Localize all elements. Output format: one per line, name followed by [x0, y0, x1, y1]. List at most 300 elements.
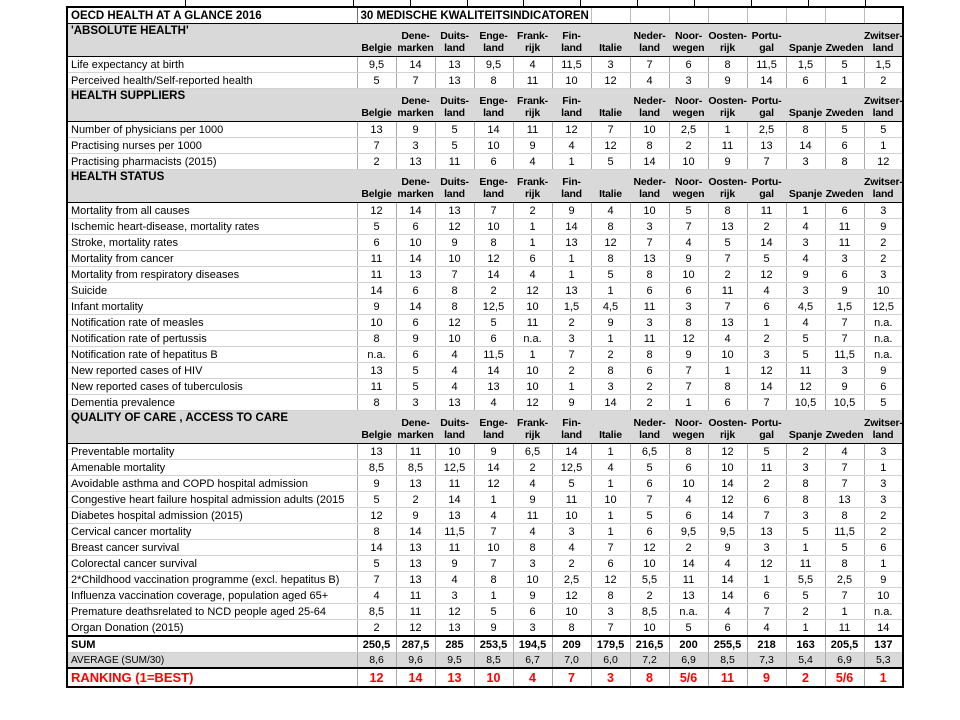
rank-value: 13 [435, 203, 474, 219]
rank-value: 7 [825, 315, 864, 331]
section-header-row [67, 24, 903, 57]
country-name-top: Enge- [479, 30, 508, 42]
country-name-top: Zwitser- [864, 30, 903, 42]
rank-value: 13 [630, 251, 669, 267]
country-name-top: Portu- [751, 176, 782, 188]
rank-value: 2,5 [825, 572, 864, 588]
rank-value: 4 [513, 524, 552, 540]
country-name-bottom: land [483, 188, 504, 200]
rank-value: 6,5 [630, 444, 669, 460]
country-name-top: Oosten- [708, 95, 747, 107]
country-name-bottom: rijk [720, 107, 735, 119]
rank-value: 7 [825, 588, 864, 604]
rank-value: n.a. [864, 331, 903, 347]
average-value: 6,9 [825, 653, 864, 669]
rank-value: 6 [630, 524, 669, 540]
rank-value: 9 [669, 251, 708, 267]
country-name-top: Dene- [401, 95, 430, 107]
rank-value: 3 [669, 299, 708, 315]
rank-value: 7 [474, 556, 513, 572]
country-name-bottom: Spanje [788, 188, 823, 200]
rank-value: 10,5 [825, 395, 864, 411]
indicator-label: 2*Childhood vaccination programme (excl. hepatitus B) [67, 572, 357, 588]
rank-value: 11,5 [552, 57, 591, 73]
country-header [825, 411, 864, 444]
rank-value: 11 [435, 540, 474, 556]
rank-value: 10 [474, 138, 513, 154]
rank-value: 2 [864, 524, 903, 540]
rank-value: 12,5 [864, 299, 903, 315]
ranking-label: RANKING (1=BEST) [67, 668, 357, 687]
country-name-bottom: Spanje [788, 107, 823, 119]
rank-value: 12 [513, 283, 552, 299]
rank-value: 9 [669, 347, 708, 363]
rank-value: 6 [669, 508, 708, 524]
rank-value: 11 [513, 122, 552, 138]
rank-value: 3 [786, 460, 825, 476]
rank-value: 7 [708, 251, 747, 267]
ranking-value: 5/6 [669, 668, 708, 687]
country-header [630, 411, 669, 444]
country-name-top [591, 176, 630, 188]
indicator-label: Notification rate of pertussis [67, 331, 357, 347]
country-name-top: Neder- [633, 417, 666, 429]
indicator-label: Colorectal cancer survival [67, 556, 357, 572]
rank-value: 1 [552, 267, 591, 283]
title-row [67, 7, 903, 24]
section-title: HEALTH SUPPLIERS [67, 89, 357, 122]
rank-value: 6 [396, 347, 435, 363]
ranking-row [67, 668, 903, 687]
indicator-label: Number of physicians per 1000 [67, 122, 357, 138]
rank-value: 14 [630, 154, 669, 170]
rank-value: n.a. [864, 604, 903, 620]
average-value: 6,0 [591, 653, 630, 669]
rank-value: 9,5 [708, 524, 747, 540]
rank-value: 10,5 [786, 395, 825, 411]
rank-value: 12,5 [474, 299, 513, 315]
rank-value: 14 [474, 460, 513, 476]
country-name-bottom: Zweden [825, 429, 864, 441]
country-header [552, 170, 591, 203]
rank-value: 3 [786, 508, 825, 524]
country-name-top: Dene- [401, 417, 430, 429]
rank-value: 11 [552, 492, 591, 508]
rank-value: 7 [825, 460, 864, 476]
country-name-bottom: marken [397, 107, 434, 119]
indicator-row [67, 379, 903, 395]
rank-value: 4 [435, 347, 474, 363]
country-name-top: Oosten- [708, 417, 747, 429]
country-name-top [591, 95, 630, 107]
rank-value: 6 [786, 73, 825, 89]
rank-value: 4 [630, 73, 669, 89]
rank-value: 2,5 [747, 122, 786, 138]
country-name-bottom: marken [397, 429, 434, 441]
sum-value: 209 [552, 636, 591, 653]
rank-value: 1 [591, 508, 630, 524]
country-name-bottom: Belgie [361, 42, 392, 54]
rank-value: 6 [396, 315, 435, 331]
country-name-bottom: wegen [672, 42, 705, 54]
rank-value: 8 [513, 540, 552, 556]
rank-value: 4,5 [591, 299, 630, 315]
rank-value: 2 [864, 73, 903, 89]
country-header [708, 89, 747, 122]
rank-value: 3 [786, 235, 825, 251]
rank-value: 6 [396, 283, 435, 299]
rank-value: 9 [513, 138, 552, 154]
rank-value: 6 [669, 460, 708, 476]
country-header [708, 411, 747, 444]
indicator-row [67, 299, 903, 315]
country-name-top: Frank- [517, 417, 548, 429]
rank-value: 4 [513, 57, 552, 73]
rank-value: 12 [435, 604, 474, 620]
rank-value: 3 [552, 331, 591, 347]
indicator-row [67, 540, 903, 556]
rank-value: 3 [669, 73, 708, 89]
country-name-bottom: land [639, 42, 660, 54]
country-name-top [786, 95, 825, 107]
rank-value: 10 [435, 444, 474, 460]
country-header [591, 89, 630, 122]
rank-value: 9 [864, 572, 903, 588]
country-header [474, 89, 513, 122]
country-header [552, 89, 591, 122]
rank-value: 3 [786, 283, 825, 299]
rank-value: 8 [669, 444, 708, 460]
rank-value: 3 [864, 492, 903, 508]
rank-value: 9 [396, 508, 435, 524]
rank-value: 13 [357, 444, 396, 460]
rank-value: 1 [513, 235, 552, 251]
rank-value: 4 [708, 604, 747, 620]
sum-value: 250,5 [357, 636, 396, 653]
rank-value: 2 [630, 379, 669, 395]
country-name-bottom: marken [397, 188, 434, 200]
rank-value: 13 [435, 508, 474, 524]
rank-value: 3 [864, 203, 903, 219]
average-value: 8,5 [474, 653, 513, 669]
rank-value: 1 [708, 363, 747, 379]
country-name-top: Duits- [440, 30, 469, 42]
rank-value: 3 [630, 315, 669, 331]
rank-value: 6 [669, 283, 708, 299]
indicator-label: Infant mortality [67, 299, 357, 315]
rank-value: 11,5 [474, 347, 513, 363]
rank-value: 8 [825, 154, 864, 170]
country-header [708, 170, 747, 203]
rank-value: 12 [396, 620, 435, 637]
rank-value: 2 [357, 620, 396, 637]
rank-value: 10 [630, 620, 669, 637]
indicator-row [67, 347, 903, 363]
country-name-top: Oosten- [708, 176, 747, 188]
ranking-value: 4 [513, 668, 552, 687]
section-title: HEALTH STATUS [67, 170, 357, 203]
rank-value: 1 [864, 556, 903, 572]
empty-cell [630, 7, 669, 24]
country-header [474, 411, 513, 444]
country-name-top: Fin- [562, 417, 581, 429]
rank-value: 5 [864, 122, 903, 138]
rank-value: 2 [630, 588, 669, 604]
section-header-row [67, 411, 903, 444]
sum-value: 137 [864, 636, 903, 653]
country-header [513, 170, 552, 203]
rank-value: 10 [513, 379, 552, 395]
rank-value: 14 [357, 283, 396, 299]
rank-value: 1 [513, 219, 552, 235]
rank-value: 4 [786, 219, 825, 235]
rank-value: 9 [864, 363, 903, 379]
rank-value: 2 [669, 540, 708, 556]
rank-value: 11 [708, 138, 747, 154]
rank-value: 10 [474, 219, 513, 235]
rank-value: 4 [669, 492, 708, 508]
rank-value: 5 [474, 315, 513, 331]
rank-value: 1 [747, 572, 786, 588]
indicator-row [67, 283, 903, 299]
country-name-top [825, 417, 864, 429]
rank-value: 6 [864, 379, 903, 395]
rank-value: 11 [357, 251, 396, 267]
country-name-top: Portu- [751, 30, 782, 42]
sum-value: 285 [435, 636, 474, 653]
rank-value: 1 [474, 492, 513, 508]
country-name-top: Frank- [517, 95, 548, 107]
section-header-row [67, 170, 903, 203]
rank-value: n.a. [513, 331, 552, 347]
country-name-top [357, 176, 396, 188]
rank-value: 2 [552, 363, 591, 379]
rank-value: 4 [747, 620, 786, 637]
rank-value: 8 [435, 299, 474, 315]
rank-value: 11 [825, 219, 864, 235]
rank-value: 10 [591, 492, 630, 508]
rank-value: 11 [435, 154, 474, 170]
country-name-top [591, 30, 630, 42]
rank-value: 5 [357, 492, 396, 508]
rank-value: 5 [474, 604, 513, 620]
rank-value: 14 [396, 57, 435, 73]
country-name-bottom: land [561, 429, 582, 441]
report-title: OECD HEALTH AT A GLANCE 2016 [67, 7, 357, 24]
country-header [786, 411, 825, 444]
rank-value: 8 [825, 556, 864, 572]
average-value: 8,5 [708, 653, 747, 669]
sum-label: SUM [67, 636, 357, 653]
rank-value: 1 [786, 203, 825, 219]
rank-value: 9 [552, 203, 591, 219]
country-name-top: Portu- [751, 417, 782, 429]
rank-value: 12 [474, 476, 513, 492]
rank-value: 5 [786, 347, 825, 363]
country-header [786, 24, 825, 57]
indicator-row [67, 444, 903, 460]
rank-value: 7 [708, 299, 747, 315]
sum-value: 194,5 [513, 636, 552, 653]
rank-value: 10 [630, 203, 669, 219]
rank-value: 3 [864, 444, 903, 460]
country-name-bottom: Italie [599, 429, 622, 441]
sum-value: 218 [747, 636, 786, 653]
rank-value: 6 [630, 363, 669, 379]
country-name-bottom: land [444, 188, 465, 200]
rank-value: 6 [513, 604, 552, 620]
rank-value: 7 [474, 524, 513, 540]
country-name-top [825, 95, 864, 107]
country-name-bottom: land [483, 107, 504, 119]
rank-value: 9 [474, 620, 513, 637]
rank-value: 11,5 [825, 347, 864, 363]
rank-value: 5 [357, 556, 396, 572]
rank-value: 4 [591, 203, 630, 219]
rank-value: 5 [825, 57, 864, 73]
rank-value: 1 [786, 620, 825, 637]
rank-value: 2,5 [552, 572, 591, 588]
rank-value: 11 [396, 588, 435, 604]
section-title: 'ABSOLUTE HEALTH' [67, 24, 357, 57]
ranking-value: 2 [786, 668, 825, 687]
rank-value: 10 [435, 251, 474, 267]
rank-value: 1 [591, 476, 630, 492]
rank-value: 10 [357, 315, 396, 331]
country-name-bottom: rijk [525, 429, 540, 441]
rank-value: 13 [435, 620, 474, 637]
country-name-bottom: wegen [672, 107, 705, 119]
rank-value: 10 [396, 235, 435, 251]
rank-value: 14 [474, 267, 513, 283]
rank-value: 3 [396, 138, 435, 154]
country-header [357, 170, 396, 203]
ranking-value: 13 [435, 668, 474, 687]
rank-value: 14 [396, 524, 435, 540]
rank-value: 13 [669, 588, 708, 604]
report-subtitle: 30 MEDISCHE KWALITEITSINDICATOREN [357, 7, 591, 24]
country-name-top: Zwitser- [864, 95, 903, 107]
rank-value: 5 [435, 138, 474, 154]
country-name-bottom: Italie [599, 188, 622, 200]
rank-value: 8 [591, 251, 630, 267]
indicator-row [67, 588, 903, 604]
country-header [786, 170, 825, 203]
rank-value: 11 [357, 379, 396, 395]
rank-value: 1 [552, 154, 591, 170]
sum-value: 255,5 [708, 636, 747, 653]
rank-value: 3 [435, 588, 474, 604]
country-name-bottom: gal [759, 429, 774, 441]
average-value: 7,2 [630, 653, 669, 669]
rank-value: 13 [747, 138, 786, 154]
country-name-top [357, 95, 396, 107]
rank-value: 14 [552, 444, 591, 460]
rank-value: 13 [435, 73, 474, 89]
rank-value: 7 [747, 395, 786, 411]
country-name-top [591, 417, 630, 429]
rank-value: 4 [474, 395, 513, 411]
indicator-row [67, 154, 903, 170]
rank-value: 5 [786, 524, 825, 540]
rank-value: 2 [396, 492, 435, 508]
rank-value: 9 [396, 122, 435, 138]
country-header [435, 24, 474, 57]
rank-value: 5 [747, 251, 786, 267]
indicator-label: Mortality from respiratory diseases [67, 267, 357, 283]
country-name-bottom: gal [759, 188, 774, 200]
rank-value: 1 [708, 122, 747, 138]
indicator-label: Influenza vaccination coverage, population aged 65+ [67, 588, 357, 604]
country-name-top [786, 176, 825, 188]
rank-value: 13 [825, 492, 864, 508]
rank-value: 3 [825, 363, 864, 379]
country-header [396, 89, 435, 122]
rank-value: 3 [747, 540, 786, 556]
rank-value: 1 [591, 331, 630, 347]
rank-value: 9 [825, 379, 864, 395]
rank-value: 1,5 [786, 57, 825, 73]
grid-tick [865, 0, 866, 6]
rank-value: 12 [552, 122, 591, 138]
rank-value: 1 [825, 604, 864, 620]
rank-value: 2 [864, 251, 903, 267]
indicator-row [67, 572, 903, 588]
indicator-row [67, 395, 903, 411]
rank-value: 5,5 [630, 572, 669, 588]
country-name-top: Zwitser- [864, 417, 903, 429]
grid-tick [185, 0, 186, 6]
rank-value: 7 [630, 492, 669, 508]
indicator-row [67, 315, 903, 331]
rank-value: 14 [396, 203, 435, 219]
rank-value: 12 [591, 138, 630, 154]
rank-value: 6 [825, 267, 864, 283]
country-name-top: Noor- [675, 176, 703, 188]
rank-value: 7 [747, 604, 786, 620]
rank-value: 4 [747, 283, 786, 299]
rank-value: 13 [552, 235, 591, 251]
average-value: 9,5 [435, 653, 474, 669]
country-name-bottom: wegen [672, 429, 705, 441]
country-name-bottom: land [483, 42, 504, 54]
rank-value: 6 [357, 235, 396, 251]
country-name-top [357, 417, 396, 429]
country-header [396, 411, 435, 444]
rank-value: 13 [357, 363, 396, 379]
indicator-label: Breast cancer survival [67, 540, 357, 556]
rank-value: 6 [708, 395, 747, 411]
indicator-row [67, 73, 903, 89]
rank-value: 10 [864, 588, 903, 604]
rank-value: 11 [435, 476, 474, 492]
rank-value: 7 [825, 331, 864, 347]
rank-value: 4 [435, 379, 474, 395]
rank-value: 3 [864, 476, 903, 492]
grid-tick [353, 0, 354, 6]
indicator-label: Practising nurses per 1000 [67, 138, 357, 154]
empty-cell [864, 7, 903, 24]
country-name-top: Portu- [751, 95, 782, 107]
country-header [825, 170, 864, 203]
rank-value: 10 [708, 460, 747, 476]
rank-value: 11,5 [747, 57, 786, 73]
rank-value: 13 [357, 122, 396, 138]
indicator-label: New reported cases of tuberculosis [67, 379, 357, 395]
rank-value: 7 [357, 572, 396, 588]
rank-value: 3 [513, 620, 552, 637]
country-header [864, 89, 903, 122]
